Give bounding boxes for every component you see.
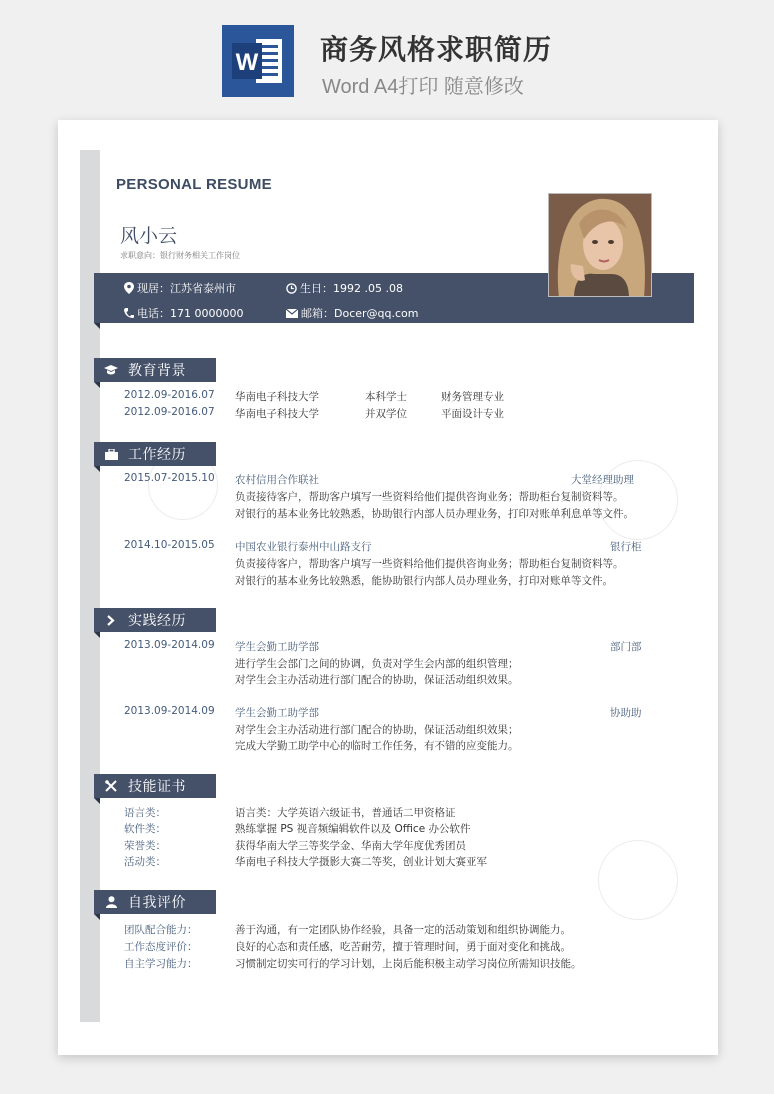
tools-icon	[105, 780, 117, 792]
skill-label: 活动类：	[124, 856, 166, 868]
edu-degree: 本科学士	[365, 391, 407, 403]
section-skills-title: 技能证书	[128, 779, 186, 795]
work-desc-line: 对银行的基本业务比较熟悉，协助银行内部人员办理业务，打印对账单利息单等文件。	[235, 508, 634, 520]
birthday-text: 生日：1992 .05 .08	[300, 282, 403, 295]
practice-desc-line: 对学生会主办活动进行部门配合的协助，保证活动组织效果。	[235, 674, 519, 686]
work-desc-line: 负责接待客户，帮助客户填写一些资料给他们提供咨询业务；帮助柜台复制资料等。	[235, 558, 624, 570]
section-fold	[94, 914, 100, 920]
work-org: 中国农业银行泰州中山路支行	[235, 541, 372, 553]
work-date: 2015.07-2015.10	[124, 472, 215, 484]
edu-degree: 并双学位	[365, 408, 407, 420]
edu-major: 财务管理专业	[441, 391, 504, 403]
phone-info	[124, 305, 243, 321]
resume-page	[58, 120, 718, 1055]
practice-role: 部门部	[610, 641, 642, 653]
skill-value: 获得华南大学三等奖学金、华南大学年度优秀团员	[235, 840, 466, 852]
self-eval-value: 习惯制定切实可行的学习计划，上岗后能积极主动学习岗位所需知识技能。	[235, 958, 582, 970]
work-desc-line: 负责接待客户，帮助客户填写一些资料给他们提供咨询业务；帮助柜台复制资料等。	[235, 491, 624, 503]
section-fold	[94, 632, 100, 638]
section-work-header	[94, 442, 216, 466]
section-skills-header	[94, 774, 216, 798]
practice-desc-line: 对学生会主办活动进行部门配合的协助，保证活动组织效果；	[235, 724, 519, 736]
banner-subtitle: Word A4打印 随意修改	[322, 76, 524, 98]
clock-icon	[286, 283, 297, 294]
work-role: 大堂经理助理	[571, 474, 634, 486]
section-self-title: 自我评价	[128, 895, 186, 911]
skill-value: 华南电子科技大学摄影大赛二等奖，创业计划大赛亚军	[235, 856, 487, 868]
edu-school: 华南电子科技大学	[235, 391, 319, 403]
work-desc-line: 对银行的基本业务比较熟悉，能协助银行内部人员办理业务，打印对账单等文件。	[235, 575, 613, 587]
word-icon-letter: W	[235, 49, 259, 76]
work-date: 2014.10-2015.05	[124, 539, 215, 551]
graduation-cap-icon	[104, 365, 118, 375]
word-icon	[222, 25, 294, 97]
location-icon	[124, 282, 134, 294]
skill-label: 软件类：	[124, 823, 166, 835]
self-eval-value: 良好的心态和责任感，吃苦耐劳，擅于管理时间，勇于面对变化和挑战。	[235, 941, 571, 953]
self-eval-label: 自主学习能力：	[124, 958, 198, 970]
info-bar-fold	[94, 323, 100, 329]
work-role: 银行柜	[610, 541, 642, 553]
job-intention: 求职意向：银行财务相关工作岗位	[120, 251, 240, 260]
edu-date: 2012.09-2016.07	[124, 389, 215, 401]
skill-value: 熟练掌握 PS 视音频编辑软件以及 Office 办公软件	[235, 823, 471, 835]
skill-value: 语言类：大学英语六级证书，普通话二甲资格证	[235, 807, 456, 819]
section-education-header	[94, 358, 216, 382]
self-eval-value: 善于沟通，有一定团队协作经验，具备一定的活动策划和组织协调能力。	[235, 924, 571, 936]
edu-major: 平面设计专业	[441, 408, 504, 420]
resume-title: PERSONAL RESUME	[116, 176, 272, 193]
phone-icon	[124, 308, 134, 319]
section-fold	[94, 798, 100, 804]
residence-info	[124, 280, 236, 296]
email-text: 邮箱：Docer@qq.com	[301, 307, 419, 320]
birthday-info	[286, 280, 403, 296]
practice-desc-line: 完成大学勤工助学中心的临时工作任务，有不错的应变能力。	[235, 740, 519, 752]
profile-photo	[548, 193, 652, 297]
candidate-name: 风小云	[120, 225, 178, 247]
watermark	[598, 840, 678, 920]
section-education-title: 教育背景	[128, 363, 186, 379]
phone-text: 电话：171 0000000	[137, 307, 244, 320]
section-work-title: 工作经历	[128, 447, 186, 463]
self-eval-label: 工作态度评价：	[124, 941, 198, 953]
edu-date: 2012.09-2016.07	[124, 406, 215, 418]
chevron-right-icon	[107, 615, 115, 626]
residence-text: 现居：江苏省泰州市	[137, 282, 236, 295]
skill-label: 语言类：	[124, 807, 166, 819]
practice-date: 2013.09-2014.09	[124, 705, 215, 717]
practice-org: 学生会勤工助学部	[235, 707, 319, 719]
practice-org: 学生会勤工助学部	[235, 641, 319, 653]
self-eval-label: 团队配合能力：	[124, 924, 198, 936]
briefcase-icon	[105, 449, 118, 460]
section-fold	[94, 382, 100, 388]
practice-role: 协助助	[610, 707, 642, 719]
work-org: 农村信用合作联社	[235, 474, 319, 486]
section-practice-title: 实践经历	[128, 613, 186, 629]
mail-icon	[286, 309, 298, 318]
edu-school: 华南电子科技大学	[235, 408, 319, 420]
email-info	[286, 305, 419, 321]
practice-date: 2013.09-2014.09	[124, 639, 215, 651]
person-icon	[106, 896, 117, 908]
section-practice-header	[94, 608, 216, 632]
practice-desc-line: 进行学生会部门之间的协调，负责对学生会内部的组织管理；	[235, 658, 519, 670]
skill-label: 荣誉类：	[124, 840, 166, 852]
section-fold	[94, 466, 100, 472]
banner-title: 商务风格求职简历	[320, 33, 553, 66]
banner	[0, 0, 774, 112]
section-self-header	[94, 890, 216, 914]
